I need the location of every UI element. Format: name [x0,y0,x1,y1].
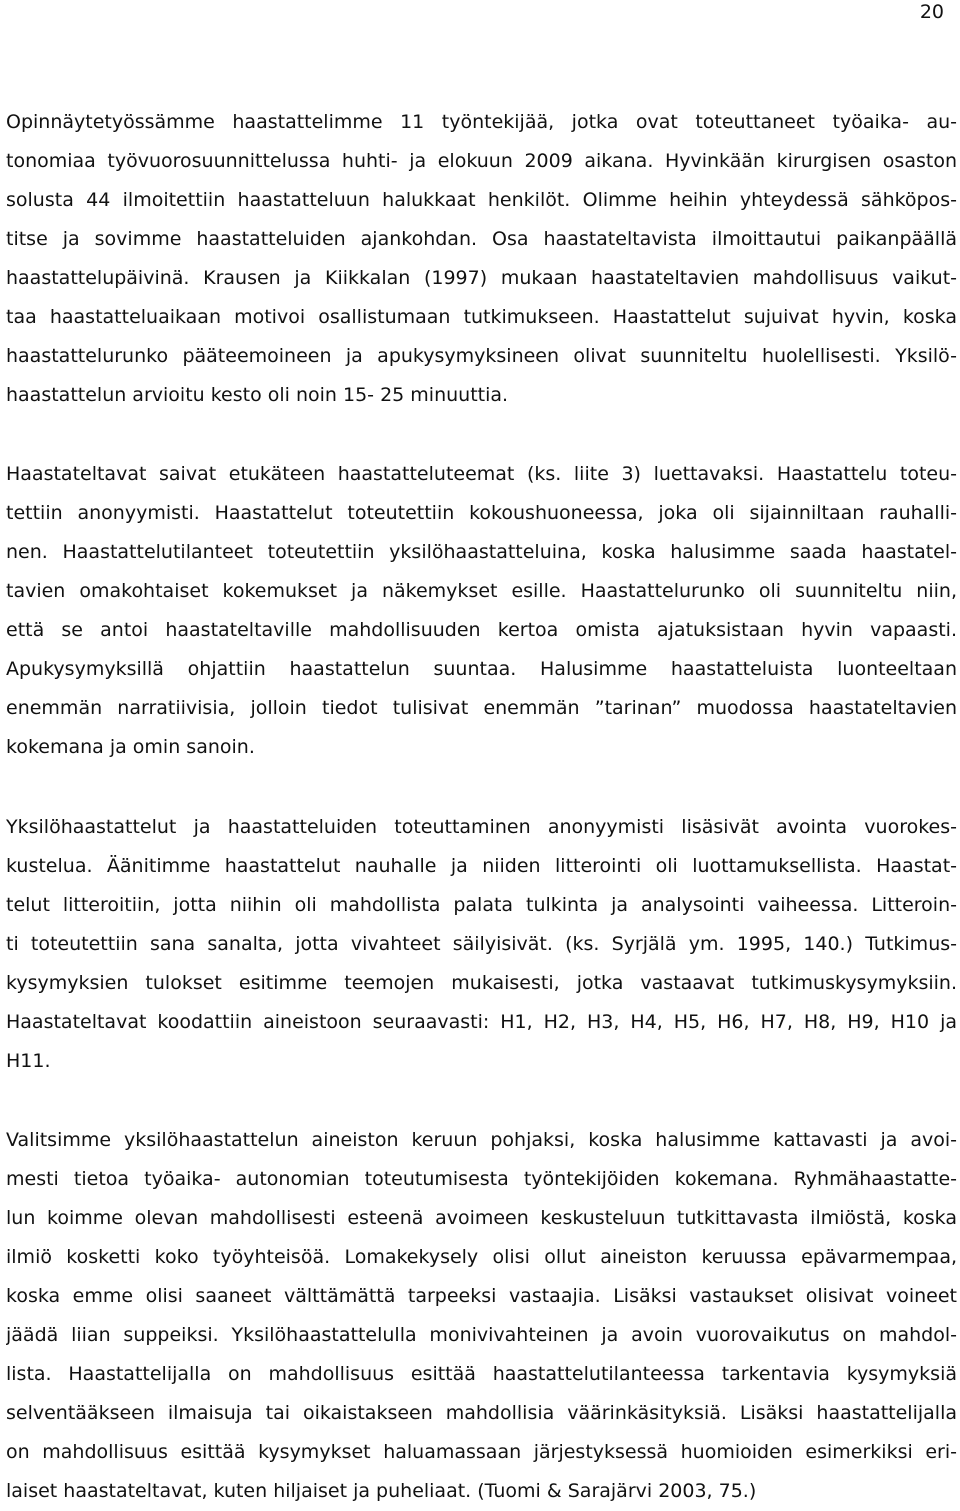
text-line: ti toteutettiin sana sanalta, jotta vivahteet säilyisivät. (ks. Syrjälä ym. 1995, 140.) Tutkimus- [6,933,957,955]
text-line: haastattelupäivinä. Krausen ja Kiikkalan (1997) mukaan haastateltavien mahdollisuus vaikut- [6,267,957,289]
text-line: selventääkseen ilmaisuja tai oikaistakseen mahdollisia väärinkäsityksiä. Lisäksi haastattelijalla [6,1402,957,1424]
text-line: tettiin anonyymisti. Haastattelut toteutettiin kokoushuoneessa, joka oli sijainniltaan rauhalli- [6,502,957,524]
text-line: tonomiaa työvuorosuunnittelussa huhti- ja elokuun 2009 aikana. Hyvinkään kirurgisen osaston [6,150,957,172]
paragraph-2 [6,455,957,767]
text-line: että se antoi haastateltaville mahdollisuuden kertoa omista ajatuksistaan hyvin vapaasti. [6,619,957,641]
text-line: lun koimme olevan mahdollisesti esteenä avoimeen keskusteluun tutkittavasta ilmiöstä, koska [6,1207,957,1229]
page-number: 20 [919,1,944,23]
text-line: taa haastatteluaikaan motivoi osallistumaan tutkimukseen. Haastattelut sujuivat hyvin, koska [6,306,957,328]
text-line: kysymyksien tulokset esitimme teemojen mukaisesti, jotka vastaavat tutkimuskysymyksiin. [6,972,957,994]
paragraph-1 [6,103,957,415]
text-line: H11. [6,1050,51,1072]
text-line: Apukysymyksillä ohjattiin haastattelun suuntaa. Halusimme haastatteluista luonteeltaan [6,658,957,680]
text-line: Yksilöhaastattelut ja haastatteluiden toteuttaminen anonyymisti lisäsivät avointa vuorokes- [6,816,957,838]
text-line: Valitsimme yksilöhaastattelun aineiston keruun pohjaksi, koska halusimme kattavasti ja avoi- [6,1129,957,1151]
paragraph-3 [6,808,957,1081]
text-line: haastattelurunko pääteemoineen ja apukysymyksineen olivat suunniteltu huolellisesti. Yksilö- [6,345,957,367]
text-line: mesti tietoa työaika- autonomian toteutumisesta työntekijöiden kokemana. Ryhmähaastatte- [6,1168,957,1190]
text-line: Opinnäytetyössämme haastattelimme 11 työntekijää, jotka ovat toteuttaneet työaika- au- [6,111,957,133]
text-line: nen. Haastattelutilanteet toteutettiin yksilöhaastatteluina, koska halusimme saada haastatel- [6,541,957,563]
text-line: lista. Haastattelijalla on mahdollisuus esittää haastattelutilanteessa tarkentavia kysymyksiä [6,1363,957,1385]
text-line: telut litteroitiin, jotta niihin oli mahdollista palata tulkinta ja analysointi vaiheessa. Litteroin- [6,894,957,916]
text-line: solusta 44 ilmoitettiin haastatteluun halukkaat henkilöt. Olimme heihin yhteydessä sähköpos- [6,189,957,211]
text-line: tavien omakohtaiset kokemukset ja näkemykset esille. Haastattelurunko oli suunniteltu niin, [6,580,957,602]
text-line: Haastateltavat koodattiin aineistoon seuraavasti: H1, H2, H3, H4, H5, H6, H7, H8, H9, H10 ja [6,1011,957,1033]
text-line: haastattelun arvioitu kesto oli noin 15- 25 minuuttia. [6,384,509,406]
text-line: jäädä liian suppeiksi. Yksilöhaastattelulla monivivahteinen ja avoin vuorovaikutus on mahdol- [6,1324,957,1346]
text-line: kokemana ja omin sanoin. [6,736,255,758]
paragraph-4 [6,1121,957,1511]
text-line: Haastateltavat saivat etukäteen haastatteluteemat (ks. liite 3) luettavaksi. Haastattelu toteu- [6,463,957,485]
text-line: on mahdollisuus esittää kysymykset haluamassaan järjestyksessä huomioiden esimerkiksi eri- [6,1441,957,1463]
text-line: ilmiö kosketti koko työyhteisöä. Lomakekysely olisi ollut aineiston keruussa epävarmempaa, [6,1246,957,1268]
text-line: koska emme olisi saaneet välttämättä tarpeeksi vastaajia. Lisäksi vastaukset olisivat voineet [6,1285,957,1307]
text-line: kustelua. Äänitimme haastattelut nauhalle ja niiden litterointi oli luottamuksellista. Haastat- [6,855,957,877]
text-line: titse ja sovimme haastatteluiden ajankohdan. Osa haastateltavista ilmoittautui paikanpäällä [6,228,957,250]
text-line: enemmän narratiivisia, jolloin tiedot tulisivat enemmän ”tarinan” muodossa haastateltavien [6,697,957,719]
text-line: laiset haastateltavat, kuten hiljaiset ja puheliaat. (Tuomi & Sarajärvi 2003, 75.) [6,1480,757,1502]
